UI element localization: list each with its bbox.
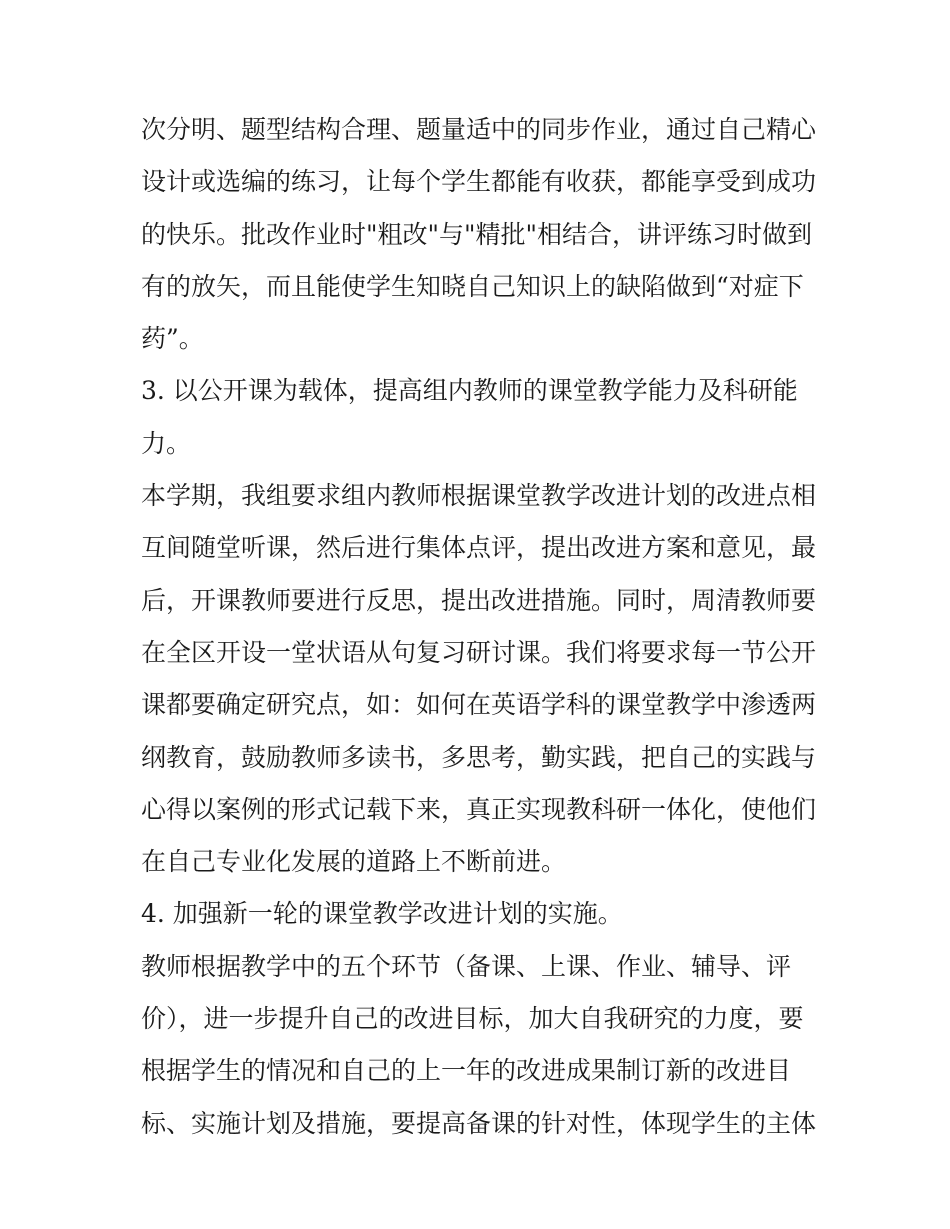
text-line: 价），进一步提升自己的改进目标，加大自我研究的力度，要: [141, 1004, 804, 1034]
text-line: 心得以案例的形式记载下来，真正实现教科研一体化，使他们: [141, 794, 817, 824]
section-heading-3: 3. 以公开课为载体，提高组内教师的课堂教学能力及科研能: [141, 376, 798, 406]
text-line: 次分明、题型结构合理、题量适中的同步作业，通过自己精心: [141, 115, 817, 144]
text-line: 的快乐。批改作业时"粗改"与"精批"相结合，讲评练习时做到: [141, 219, 812, 249]
text-line: 根据学生的情况和自己的上一年的改进成果制订新的改进目: [141, 1056, 792, 1086]
text-line: 标、实施计划及措施，要提高备课的针对性，体现学生的主体: [141, 1108, 817, 1138]
text-line: 设计或选编的练习，让每个学生都能有收获，都能享受到成功: [141, 167, 817, 197]
text-line: 纲教育，鼓励教师多读书，多思考，勤实践，把自己的实践与: [141, 742, 817, 772]
text-line: 有的放矢，而且能使学生知晓自己知识上的缺陷做到“对症下: [141, 271, 804, 301]
text-line: 教师根据教学中的五个环节（备课、上课、作业、辅导、评: [141, 951, 792, 981]
text-line: 后，开课教师要进行反思，提出改进措施。同时，周清教师要: [141, 585, 817, 615]
text-line: 药”。: [141, 324, 204, 354]
text-line: 课都要确定研究点，如：如何在英语学科的课堂教学中渗透两: [141, 690, 817, 720]
text-line: 在全区开设一堂状语从句复习研讨课。我们将要求每一节公开: [141, 637, 817, 667]
body-text: [141, 104, 821, 1150]
text-line: 在自己专业化发展的道路上不断前进。: [141, 847, 567, 877]
text-line: 本学期，我组要求组内教师根据课堂教学改进计划的改进点相: [141, 481, 817, 511]
text-line: 力。: [141, 428, 192, 458]
text-line: 互间随堂听课，然后进行集体点评，提出改进方案和意见，最: [141, 533, 817, 563]
section-heading-4: 4. 加强新一轮的课堂教学改进计划的实施。: [141, 899, 623, 929]
